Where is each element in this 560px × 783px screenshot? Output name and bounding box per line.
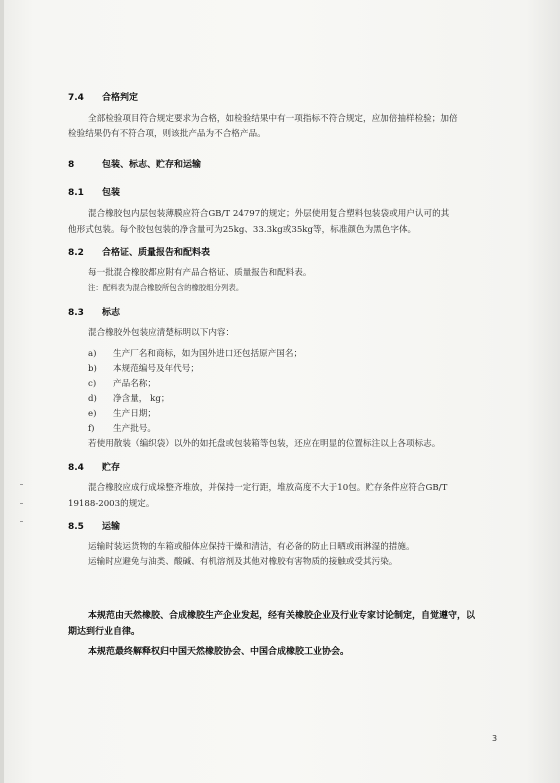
section-number: 8.1: [68, 188, 84, 198]
section-number: 8.5: [68, 522, 84, 532]
list-marker: b): [88, 364, 97, 374]
list-item: [88, 362, 199, 374]
list-text: 生产批号。: [113, 424, 156, 434]
scan-edge: [0, 0, 4, 783]
paragraph-line: 19188-2003的规定。: [68, 499, 155, 509]
list-item: [88, 377, 156, 389]
paragraph-line: 运输时装运货物的车箱或船体应保持干燥和清洁，有必备的防止日晒或雨淋湿的措施。: [88, 542, 415, 552]
page-number: 3: [492, 734, 498, 743]
list-text: 生产厂名和商标，如为国外进口还包括原产国名；: [113, 349, 303, 359]
section-title: 包装、标志、贮存和运输: [102, 160, 202, 170]
section-title: 合格判定: [102, 93, 139, 103]
list-marker: a): [88, 349, 97, 359]
list-text: 净含量， kg；: [113, 394, 170, 404]
paragraph-line: 全部检验项目符合规定要求为合格，如检验结果中有一项指标不符合规定，应加倍抽样检验；加倍: [88, 114, 458, 124]
section-heading-8-3: [68, 305, 120, 318]
section-number: 8.2: [68, 248, 84, 258]
paragraph-line: 混合橡胶外包装应清楚标明以下内容：: [88, 328, 235, 338]
section-heading-8-1: [68, 185, 120, 198]
closing-statement-line: 期达到行业自律。: [68, 627, 141, 637]
list-marker: c): [88, 379, 97, 389]
list-marker: e): [88, 409, 97, 419]
paragraph-line: 每一批混合橡胶都应附有产品合格证、质量报告和配料表。: [88, 268, 312, 278]
list-text: 产品名称；: [113, 379, 156, 389]
list-marker: d): [88, 394, 97, 404]
list-text: 本规范编号及年代号；: [113, 364, 199, 374]
scan-mark: [20, 503, 23, 504]
section-number: 8.3: [68, 308, 84, 318]
section-heading-8-2: [68, 245, 210, 258]
note-line: 注：配料表为混合橡胶所包含的橡胶组分列表。: [88, 283, 244, 292]
list-item: [88, 392, 169, 404]
closing-statement-line: 本规范由天然橡胶、合成橡胶生产企业发起，经有关橡胶企业及行业专家讨论制定，自觉遵守，以: [88, 611, 476, 621]
section-heading-8: [68, 157, 201, 170]
section-title: 运输: [102, 522, 121, 532]
list-item: [88, 422, 156, 434]
list-item: [88, 407, 156, 419]
section-title: 标志: [102, 308, 121, 318]
paragraph-line: 他形式包装。每个胶包包装的净含量可为25kg、33.3kg或35kg等，标准颜色为黑色字体。: [68, 225, 417, 235]
section-heading-8-4: [68, 460, 120, 473]
section-number: 8: [68, 160, 75, 170]
section-heading-7-4: [68, 90, 138, 103]
section-number: 7.4: [68, 93, 84, 103]
section-title: 合格证、质量报告和配料表: [102, 248, 211, 258]
paragraph-line: 若使用散装（编织袋）以外的如托盘或包装箱等包装，还应在明显的位置标注以上各项标志。: [88, 439, 441, 449]
list-item: [88, 347, 302, 359]
paragraph-line: 运输时应避免与油类、酸碱、有机溶剂及其他对橡胶有害物质的接触或受其污染。: [88, 557, 398, 567]
scan-mark: [20, 484, 23, 485]
scan-mark: [20, 521, 23, 522]
section-title: 包装: [102, 188, 121, 198]
section-heading-8-5: [68, 519, 120, 532]
paragraph-line: 混合橡胶包内层包装薄膜应符合GB/T 24797的规定；外层使用复合塑料包装袋或用户认可的其: [88, 209, 450, 219]
paragraph-line: 混合橡胶应成行成垛整齐堆放，并保持一定行距，堆放高度不大于10包。贮存条件应符合GB/T: [88, 483, 448, 493]
list-text: 生产日期；: [113, 409, 156, 419]
paragraph-line: 检验结果仍有不符合项，则该批产品为不合格产品。: [68, 129, 266, 139]
section-title: 贮存: [102, 463, 121, 473]
section-number: 8.4: [68, 463, 84, 473]
list-marker: f): [88, 424, 95, 434]
closing-statement-line: 本规范最终解释权归中国天然橡胶协会、中国合成橡胶工业协会。: [88, 647, 350, 657]
